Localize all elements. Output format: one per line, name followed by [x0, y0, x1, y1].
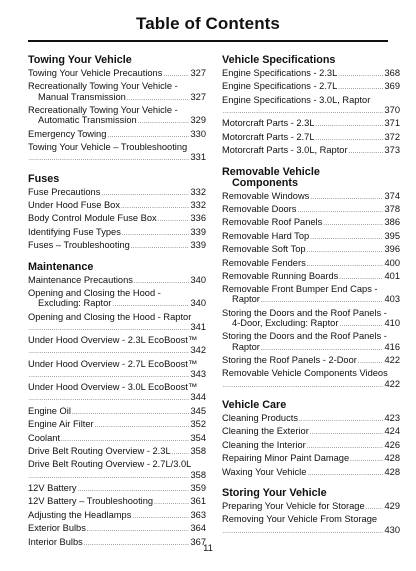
toc-entry-text: Cleaning the Exterior — [222, 426, 309, 437]
toc-entry-text: Removable Hard Top — [222, 230, 310, 241]
dot-leader — [122, 230, 190, 238]
toc-entry-text: Under Hood Overview - 2.7L EcoBoost™ — [28, 358, 198, 369]
toc-entry-text: Under Hood Overview - 2.3L EcoBoost™ — [28, 335, 198, 346]
toc-entry-line — [28, 213, 206, 224]
toc-entry-text: Engine Specifications - 2.3L — [222, 68, 338, 78]
toc-page-number: 428 — [384, 466, 400, 477]
toc-left-column — [28, 55, 206, 550]
toc-entry[interactable] — [28, 200, 206, 211]
toc-entry-line — [28, 335, 206, 345]
toc-entry-line — [222, 204, 400, 215]
toc-entry[interactable] — [28, 433, 206, 444]
toc-entry-line — [28, 345, 206, 356]
section-heading: Fuses — [28, 172, 60, 185]
toc-entry[interactable] — [28, 406, 206, 417]
toc-entry[interactable] — [28, 105, 206, 126]
toc-entry[interactable] — [28, 446, 206, 457]
toc-entry-line — [222, 368, 400, 378]
dot-leader — [29, 395, 189, 403]
toc-entry[interactable] — [222, 95, 400, 116]
dot-leader — [299, 416, 384, 424]
dot-leader — [138, 118, 190, 126]
toc-page-number: 371 — [384, 118, 400, 129]
toc-page-number: 363 — [190, 509, 206, 520]
toc-page-number: 359 — [190, 483, 206, 494]
toc-entry-text: Coolant — [28, 432, 61, 443]
dot-leader — [339, 274, 383, 282]
dot-leader — [307, 470, 383, 478]
toc-entry-text: Body Control Module Fuse Box — [28, 213, 157, 224]
toc-entry-text: Identifying Fuse Types — [28, 226, 121, 237]
toc-entry-line — [222, 501, 400, 512]
dot-leader — [339, 321, 383, 329]
toc-entry[interactable] — [222, 440, 400, 451]
toc-page-number: 429 — [384, 501, 400, 511]
toc-entry-line — [28, 419, 206, 430]
toc-entry-line — [28, 200, 206, 211]
toc-entry-line — [28, 359, 206, 369]
toc-entry-text: Recreationally Towing Your Vehicle - — [28, 81, 178, 92]
toc-entry[interactable] — [28, 240, 206, 251]
toc-entry[interactable] — [28, 483, 206, 494]
toc-page-number: 373 — [384, 145, 400, 156]
dot-leader — [61, 436, 189, 444]
toc-entry[interactable] — [222, 308, 400, 329]
toc-page-number: 332 — [190, 199, 206, 210]
toc-entry-line — [222, 105, 400, 116]
toc-page-number: 372 — [384, 131, 400, 142]
toc-entry-line — [222, 284, 400, 294]
toc-page-number: 358 — [190, 446, 206, 457]
toc-entry[interactable] — [28, 510, 206, 521]
section-heading-line: Components — [232, 176, 298, 189]
page-number: 11 — [203, 543, 213, 554]
toc-entry-text: Storing the Roof Panels - 2-Door — [222, 355, 357, 366]
toc-entry-text: Motorcraft Parts - 2.7L — [222, 131, 315, 142]
dot-leader — [78, 486, 190, 494]
dot-leader — [95, 422, 190, 430]
toc-entry-line — [28, 129, 206, 140]
toc-entry-line — [222, 217, 400, 228]
dot-leader — [349, 148, 384, 156]
toc-entry-text: Repairing Minor Paint Damage — [222, 453, 350, 464]
toc-entry-line — [222, 426, 400, 437]
toc-page-number: 345 — [190, 405, 206, 416]
dot-leader — [366, 504, 384, 512]
toc-page-number: 352 — [190, 419, 206, 430]
toc-entry-text: Storing the Doors and the Roof Panels - — [222, 307, 387, 318]
toc-entry-text: Waxing Your Vehicle — [222, 466, 307, 477]
toc-entry-line — [28, 446, 206, 457]
dot-leader — [131, 243, 190, 251]
toc-entry-text: Interior Bulbs — [28, 536, 83, 547]
toc-entry-text: Removable Running Boards — [222, 270, 339, 281]
toc-entry-text: Under Hood Overview - 3.0L EcoBoost™ — [28, 382, 198, 393]
toc-entry[interactable] — [28, 213, 206, 224]
toc-entry-line — [28, 68, 206, 79]
toc-entry[interactable] — [222, 244, 400, 255]
toc-entry-text: Opening and Closing the Hood - — [28, 287, 161, 298]
toc-entry-line — [222, 258, 400, 269]
dot-leader — [297, 207, 383, 215]
toc-entry-text: Manual Transmission — [38, 91, 126, 102]
toc-entry-text: Preparing Your Vehicle for Storage — [222, 501, 365, 511]
toc-entry-line — [28, 382, 206, 392]
toc-entry-line — [28, 369, 206, 380]
dot-leader — [29, 473, 189, 481]
toc-page-number: 361 — [190, 496, 206, 507]
dot-leader — [310, 194, 383, 202]
toc-entry-text: Motorcraft Parts - 2.3L — [222, 118, 315, 129]
title-rule — [28, 40, 388, 42]
toc-entry[interactable] — [28, 382, 206, 403]
dot-leader — [307, 247, 384, 255]
toc-entry-text: Fuse Precautions — [28, 186, 101, 197]
toc-entry[interactable] — [28, 496, 206, 507]
toc-entry-text: Under Hood Fuse Box — [28, 199, 120, 210]
toc-entry-text: 12V Battery — [28, 483, 77, 494]
section-heading: Towing Your Vehicle — [28, 54, 132, 66]
toc-entry[interactable] — [222, 284, 400, 305]
toc-entry-text: Emergency Towing — [28, 128, 107, 139]
toc-entry-line — [28, 81, 206, 91]
toc-entry-line — [222, 525, 400, 536]
toc-page-number: 370 — [384, 104, 400, 115]
toc-entry-line — [222, 355, 400, 366]
toc-entry-line — [222, 244, 400, 255]
toc-entry-text: Maintenance Precautions — [28, 274, 133, 285]
toc-page-number: 396 — [384, 244, 400, 255]
dot-leader — [121, 203, 190, 211]
toc-entry-line — [222, 68, 400, 79]
dot-leader — [307, 261, 384, 269]
toc-entry-text: Drive Belt Routing Overview - 2.7L/3.0L — [28, 459, 192, 470]
toc-entry[interactable] — [222, 453, 400, 464]
toc-entry-text: Fuses – Troubleshooting — [28, 240, 130, 251]
dot-leader — [107, 132, 189, 140]
toc-entry[interactable] — [222, 413, 400, 424]
toc-entry-text: Raptor — [232, 294, 260, 305]
toc-entry[interactable] — [222, 258, 400, 269]
toc-entry-line — [28, 322, 206, 333]
toc-entry[interactable] — [28, 68, 206, 79]
toc-entry[interactable] — [28, 142, 206, 163]
toc-page-number: 368 — [384, 68, 400, 78]
dot-leader — [261, 297, 384, 305]
toc-entry[interactable] — [28, 129, 206, 140]
toc-page-number: 422 — [384, 378, 400, 389]
toc-entry[interactable] — [222, 368, 400, 389]
toc-page-number: 339 — [190, 240, 206, 251]
section-heading — [222, 167, 400, 189]
dot-leader — [338, 84, 383, 92]
toc-entry-line — [28, 187, 206, 198]
toc-entry-line — [28, 227, 206, 238]
toc-page-number: 332 — [190, 186, 206, 197]
toc-entry-text: Removable Front Bumper End Caps - — [222, 284, 378, 295]
dot-leader — [132, 513, 189, 521]
toc-entry-line — [222, 467, 400, 478]
toc-page-number: 341 — [190, 321, 206, 332]
toc-entry-line — [222, 81, 400, 92]
toc-page-number: 339 — [190, 226, 206, 237]
toc-entry-text: Removable Fenders — [222, 257, 306, 268]
dot-leader — [315, 135, 383, 143]
dot-leader — [112, 301, 189, 309]
dot-leader — [223, 382, 383, 390]
toc-entry-line — [28, 288, 206, 298]
toc-entry[interactable] — [28, 359, 206, 380]
toc-entry-line — [28, 392, 206, 403]
toc-page-number: 378 — [384, 203, 400, 214]
dot-leader — [323, 220, 383, 228]
toc-entry-text: Removable Soft Top — [222, 244, 306, 255]
toc-page-number: 331 — [190, 152, 206, 163]
toc-page-number: 340 — [190, 274, 206, 285]
toc-entry-line — [28, 470, 206, 481]
toc-entry[interactable] — [28, 187, 206, 198]
toc-page-number: 342 — [190, 345, 206, 356]
toc-entry-line — [222, 318, 400, 329]
dot-leader — [307, 443, 384, 451]
toc-page-number: 422 — [384, 355, 400, 366]
toc-entry[interactable] — [28, 81, 206, 102]
toc-page-number: 423 — [384, 413, 400, 424]
dot-leader — [29, 155, 189, 163]
toc-right-column — [222, 55, 400, 538]
toc-entry-text: Exterior Bulbs — [28, 523, 86, 534]
toc-entry-line — [28, 496, 206, 507]
dot-leader — [127, 95, 190, 103]
toc-entry[interactable] — [222, 426, 400, 437]
toc-entry-line — [28, 152, 206, 163]
toc-entry-text: Cleaning the Interior — [222, 439, 306, 450]
toc-entry-text: Recreationally Towing Your Vehicle - — [28, 104, 178, 115]
toc-page-number: 327 — [190, 91, 206, 102]
toc-page-number: 401 — [384, 270, 400, 281]
dot-leader — [358, 358, 384, 366]
toc-entry-text: Removable Roof Panels — [222, 217, 323, 228]
toc-entry-text: Removable Vehicle Components Videos — [222, 368, 388, 379]
toc-page-number: 354 — [190, 432, 206, 443]
toc-entry-text: Removing Your Vehicle From Storage — [222, 514, 378, 525]
toc-entry[interactable] — [222, 271, 400, 282]
toc-entry-line — [222, 308, 400, 318]
toc-page-number: 358 — [190, 469, 206, 480]
dot-leader — [223, 108, 383, 116]
toc-page-number: 416 — [384, 341, 400, 352]
toc-entry-text: Removable Doors — [222, 203, 297, 214]
toc-entry-line — [28, 275, 206, 286]
toc-entry[interactable] — [222, 118, 400, 129]
dot-leader — [163, 71, 189, 79]
dot-leader — [223, 528, 383, 536]
toc-page-number: 343 — [190, 368, 206, 379]
toc-entry-text: Engine Specifications - 2.7L — [222, 81, 338, 92]
toc-page-number: 340 — [190, 298, 206, 309]
toc-page-number: 336 — [190, 213, 206, 224]
toc-page-number: 330 — [190, 128, 206, 139]
toc-entry-line — [28, 142, 206, 152]
section-heading: Maintenance — [28, 260, 94, 273]
toc-entry-text: Storing the Doors and the Roof Panels - — [222, 331, 387, 342]
toc-entry-line — [222, 331, 400, 341]
toc-entry-line — [28, 115, 206, 126]
dot-leader — [172, 449, 190, 457]
toc-page-number: 374 — [384, 190, 400, 201]
toc-entry[interactable] — [222, 132, 400, 143]
section-heading: Vehicle Care — [222, 399, 287, 412]
toc-page-number: 364 — [190, 523, 206, 534]
toc-entry-line — [222, 191, 400, 202]
toc-entry-line — [222, 413, 400, 424]
toc-entry[interactable] — [28, 523, 206, 534]
dot-leader — [315, 121, 383, 129]
dot-leader — [29, 372, 189, 380]
toc-entry-line — [222, 379, 400, 390]
toc-entry[interactable] — [222, 204, 400, 215]
toc-entry[interactable] — [28, 227, 206, 238]
section-heading: Vehicle Specifications — [222, 54, 336, 66]
toc-entry-text: Automatic Transmission — [38, 115, 137, 126]
toc-entry-line — [28, 510, 206, 521]
toc-entry-text: Engine Oil — [28, 405, 71, 416]
toc-entry-line — [222, 95, 400, 105]
toc-entry-text: Drive Belt Routing Overview - 2.3L — [28, 446, 171, 457]
toc-entry-line — [28, 483, 206, 494]
dot-leader — [29, 325, 189, 333]
dot-leader — [338, 71, 383, 79]
dot-leader — [72, 409, 190, 417]
toc-page-number: 410 — [384, 318, 400, 329]
toc-entry-line — [222, 231, 400, 242]
page-title: Table of Contents — [136, 14, 280, 33]
toc-entry-text: Cleaning Products — [222, 413, 298, 424]
toc-entry[interactable] — [28, 335, 206, 356]
toc-entry[interactable] — [28, 288, 206, 309]
toc-entry[interactable] — [28, 419, 206, 430]
toc-entry[interactable] — [222, 501, 400, 512]
toc-entry-line — [28, 92, 206, 103]
toc-entry-text: Excluding: Raptor — [38, 298, 112, 309]
toc-entry-text: Removable Windows — [222, 190, 310, 201]
toc-entry-text: Towing Your Vehicle – Troubleshooting — [28, 141, 188, 152]
toc-page-number: 403 — [384, 294, 400, 305]
toc-entry-text: Towing Your Vehicle Precautions — [28, 68, 163, 78]
toc-entry-line — [222, 294, 400, 305]
dot-leader — [154, 499, 189, 507]
toc-entry[interactable] — [222, 467, 400, 478]
toc-entry-line — [28, 523, 206, 534]
toc-entry-text: 4-Door, Excluding: Raptor — [232, 318, 339, 329]
dot-leader — [310, 429, 384, 437]
toc-entry[interactable] — [222, 217, 400, 228]
toc-entry[interactable] — [222, 191, 400, 202]
toc-entry-text: Opening and Closing the Hood - Raptor — [28, 311, 192, 322]
toc-entry[interactable] — [222, 331, 400, 352]
dot-leader — [261, 345, 384, 353]
toc-page-number: 367 — [190, 536, 206, 547]
toc-page-number: 344 — [190, 392, 206, 403]
dot-leader — [134, 278, 190, 286]
toc-page-number: 428 — [384, 453, 400, 464]
toc-entry[interactable] — [222, 355, 400, 366]
dot-leader — [350, 456, 383, 464]
dot-leader — [87, 526, 190, 534]
toc-entry-line — [28, 240, 206, 251]
toc-page-number: 329 — [190, 115, 206, 126]
dot-leader — [29, 348, 189, 356]
toc-entry-line — [222, 342, 400, 353]
toc-entry-line — [28, 406, 206, 417]
dot-leader — [101, 190, 189, 198]
toc-page-number: 400 — [384, 257, 400, 268]
toc-entry[interactable] — [222, 514, 400, 535]
toc-page-number: 395 — [384, 230, 400, 241]
toc-entry-text: 12V Battery – Troubleshooting — [28, 496, 154, 507]
toc-entry-line — [222, 118, 400, 129]
toc-entry[interactable] — [222, 145, 400, 156]
toc-page-number: 426 — [384, 439, 400, 450]
toc-entry[interactable] — [222, 68, 400, 79]
section-heading-line: Removable Vehicle — [222, 165, 320, 178]
toc-entry[interactable] — [222, 81, 400, 92]
toc-entry-line — [222, 453, 400, 464]
dot-leader — [310, 234, 383, 242]
toc-entry-line — [28, 433, 206, 444]
toc-entry[interactable] — [222, 231, 400, 242]
toc-entry-line — [222, 145, 400, 156]
toc-page-number: 369 — [384, 81, 400, 92]
toc-page-number: 430 — [384, 524, 400, 535]
section-heading: Storing Your Vehicle — [222, 487, 327, 499]
toc-entry-text: Raptor — [232, 341, 260, 352]
toc-entry[interactable] — [28, 275, 206, 286]
toc-entry-line — [28, 459, 206, 469]
toc-page-number: 327 — [190, 68, 206, 78]
toc-entry-line — [222, 440, 400, 451]
toc-entry-line — [222, 271, 400, 282]
toc-entry-line — [28, 298, 206, 309]
toc-entry-text: Engine Air Filter — [28, 419, 94, 430]
toc-entry-line — [28, 105, 206, 115]
toc-entry-text: Engine Specifications - 3.0L, Raptor — [222, 94, 371, 105]
dot-leader — [158, 216, 190, 224]
toc-entry-line — [222, 132, 400, 143]
toc-entry-line — [28, 312, 206, 322]
toc-page-number: 424 — [384, 426, 400, 437]
toc-entry-text: Adjusting the Headlamps — [28, 509, 132, 520]
toc-entry-line — [222, 514, 400, 524]
toc-entry[interactable] — [28, 312, 206, 333]
toc-page-number: 386 — [384, 217, 400, 228]
toc-entry-text: Motorcraft Parts - 3.0L, Raptor — [222, 145, 348, 156]
toc-entry[interactable] — [28, 459, 206, 480]
